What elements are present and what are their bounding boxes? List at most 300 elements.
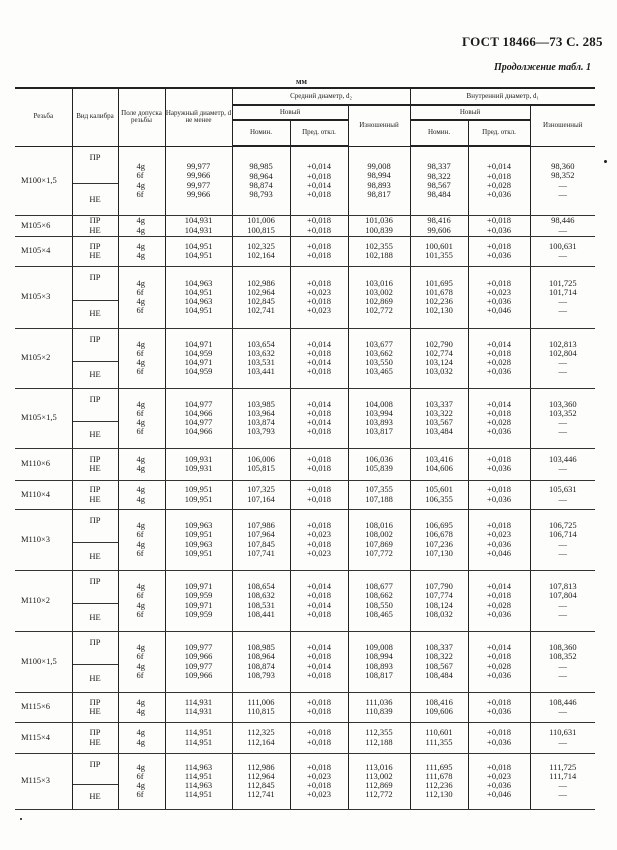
gauge-label: НЕ <box>89 672 101 683</box>
cell-value: 6f <box>136 608 144 619</box>
cell-value: 6f <box>136 407 144 418</box>
cell-value: 104,951 <box>184 250 213 260</box>
cell-value: 4g <box>136 642 145 653</box>
cell-d1-worn <box>530 722 595 753</box>
cell-value: 6f <box>136 669 144 680</box>
cell-value: 6f <box>136 170 144 181</box>
cell-value: 102,236 <box>425 296 453 306</box>
table-row <box>15 570 595 631</box>
cell-value: 110,839 <box>365 706 393 716</box>
cell-value: 4g <box>136 463 145 473</box>
cell-outer-diameter <box>165 631 232 692</box>
cell-gauge-type <box>72 236 118 266</box>
cell-value: 102,741 <box>247 305 275 316</box>
cell-value: 109,931 <box>184 453 213 464</box>
gauge-label: НЕ <box>89 493 101 504</box>
cell-value: 103,016 <box>365 277 393 288</box>
cell-value: +0,018 <box>307 277 331 288</box>
cell-value: 111,714 <box>549 770 577 781</box>
cell-value: +0,036 <box>487 669 511 680</box>
cell-value: 4g <box>136 398 145 409</box>
cell-value: 103,416 <box>425 453 453 464</box>
cell-value: 107,325 <box>247 484 275 495</box>
cell-d2-deviation <box>290 753 348 809</box>
cell-value: 114,931 <box>184 706 213 716</box>
cell-outer-diameter <box>165 215 232 236</box>
cell-d2-nominal <box>232 448 290 480</box>
cell-value: — <box>558 789 568 800</box>
cell-value: +0,014 <box>307 417 331 427</box>
cell-value: +0,023 <box>307 547 331 558</box>
cell-value: +0,023 <box>307 789 331 800</box>
cell-value: 102,355 <box>365 240 393 251</box>
col-d2-worn: Изношенный <box>348 105 410 146</box>
cell-tolerance <box>118 146 165 215</box>
cell-value: 102,790 <box>425 338 453 349</box>
table-row <box>15 328 595 388</box>
cell-value: 114,963 <box>184 761 213 772</box>
gauge-label: НЕ <box>89 368 101 379</box>
gauge-label: ПР <box>89 484 101 495</box>
cell-value: +0,018 <box>307 736 331 747</box>
cell-d1-worn <box>530 509 595 570</box>
gauge-label: ПР <box>73 754 118 785</box>
cell-value: +0,018 <box>307 706 331 716</box>
cell-gauge-type <box>72 631 118 692</box>
cell-value: 109,959 <box>184 608 213 619</box>
cell-value: 102,774 <box>425 347 453 358</box>
cell-value: 106,678 <box>425 529 453 540</box>
table-row <box>15 146 595 215</box>
cell-value: 108,416 <box>425 696 453 707</box>
cell-value: +0,018 <box>307 296 331 306</box>
cell-value: 103,874 <box>247 417 275 427</box>
cell-d2-deviation <box>290 692 348 722</box>
cell-tolerance <box>118 215 165 236</box>
cell-outer-diameter <box>165 753 232 809</box>
cell-value: +0,028 <box>487 599 511 610</box>
cell-value: 98,893 <box>367 179 391 190</box>
cell-value: 107,790 <box>425 581 453 592</box>
cell-value: 109,951 <box>184 493 213 504</box>
cell-tolerance <box>118 692 165 722</box>
cell-value: +0,028 <box>487 357 511 367</box>
cell-d1-deviation <box>468 509 530 570</box>
gauge-label: НЕ <box>89 428 101 439</box>
cell-value: +0,018 <box>307 224 331 235</box>
cell-value: 108,994 <box>365 651 393 662</box>
cell-value: 102,986 <box>247 277 275 288</box>
table-row <box>15 631 595 692</box>
cell-value: +0,023 <box>487 770 511 781</box>
cell-value: 108,124 <box>425 599 453 610</box>
cell-value: +0,023 <box>307 305 331 316</box>
cell-value: 102,964 <box>247 286 275 297</box>
cell-value: 103,654 <box>247 338 275 349</box>
cell-value: 102,325 <box>247 240 275 251</box>
cell-value: 111,725 <box>549 761 577 772</box>
col-d2-nominal: Номин. <box>232 120 290 146</box>
cell-value: 4g <box>136 296 145 306</box>
cell-value: +0,018 <box>307 608 331 619</box>
cell-value: 109,966 <box>184 651 213 662</box>
cell-value: +0,018 <box>307 538 331 549</box>
cell-gauge-type <box>72 328 118 388</box>
cell-value: +0,018 <box>487 696 511 707</box>
cell-value: 4g <box>136 599 145 610</box>
cell-value: 4g <box>136 338 145 349</box>
cell-value: 104,008 <box>365 398 393 409</box>
cell-value: 4g <box>136 277 145 288</box>
cell-d2-worn <box>348 480 410 509</box>
cell-value: 112,236 <box>425 780 453 790</box>
cell-value: 108,531 <box>247 599 275 610</box>
cell-value: 4g <box>136 215 145 226</box>
cell-value: — <box>558 669 568 680</box>
gauge-label: НЕ <box>89 790 101 801</box>
cell-d1-worn <box>530 328 595 388</box>
cell-thread: M115×6 <box>15 692 72 722</box>
cell-tolerance <box>118 328 165 388</box>
cell-value: +0,036 <box>487 296 511 306</box>
col-d1-nominal: Номин. <box>410 120 468 146</box>
cell-value: +0,018 <box>487 520 511 531</box>
cell-value: — <box>558 357 568 367</box>
cell-d2-worn <box>348 753 410 809</box>
cell-value: 100,601 <box>425 240 453 251</box>
cell-value: +0,018 <box>487 761 511 772</box>
cell-value: +0,018 <box>487 453 511 464</box>
cell-value: 108,654 <box>247 581 275 592</box>
cell-value: +0,018 <box>307 407 331 418</box>
cell-value: +0,014 <box>307 357 331 367</box>
cell-value: +0,014 <box>307 642 331 653</box>
cell-value: 109,977 <box>184 642 213 653</box>
cell-d1-worn <box>530 753 595 809</box>
cell-value: 98,964 <box>249 170 273 181</box>
cell-d1-deviation <box>468 692 530 722</box>
cell-gauge-type <box>72 692 118 722</box>
cell-d1-nominal <box>410 448 468 480</box>
cell-value: +0,046 <box>487 789 511 800</box>
cell-gauge-type <box>72 480 118 509</box>
cell-d1-deviation <box>468 236 530 266</box>
cell-value: 103,360 <box>548 398 577 409</box>
gauge-label: ПР <box>73 510 118 544</box>
cell-value: 107,869 <box>365 538 393 549</box>
cell-value: — <box>558 599 568 610</box>
cell-d2-worn <box>348 388 410 448</box>
cell-value: 6f <box>136 590 144 601</box>
cell-value: 107,355 <box>365 484 393 495</box>
cell-d1-nominal <box>410 215 468 236</box>
cell-d1-nominal <box>410 753 468 809</box>
table-row <box>15 509 595 570</box>
cell-d1-worn <box>530 236 595 266</box>
cell-value: 103,793 <box>247 426 275 437</box>
cell-value: +0,036 <box>487 736 511 747</box>
cell-value: 104,951 <box>184 305 213 316</box>
cell-value: +0,028 <box>487 179 511 190</box>
cell-value: — <box>558 366 568 377</box>
cell-value: 101,695 <box>425 277 453 288</box>
cell-d2-deviation <box>290 631 348 692</box>
cell-value: 107,772 <box>365 547 393 558</box>
cell-value: 103,124 <box>425 357 453 367</box>
cell-value: 98,994 <box>367 170 391 181</box>
cell-value: 114,951 <box>184 770 213 781</box>
cell-value: 103,662 <box>365 347 393 358</box>
cell-value: 6f <box>136 651 144 662</box>
cell-d1-nominal <box>410 722 468 753</box>
cell-d2-worn <box>348 328 410 388</box>
cell-value: 104,931 <box>184 215 213 226</box>
cell-d2-deviation <box>290 448 348 480</box>
cell-value: — <box>558 305 568 316</box>
cell-d2-deviation <box>290 215 348 236</box>
cell-d1-nominal <box>410 146 468 215</box>
cell-value: 104,931 <box>184 224 213 235</box>
cell-value: 99,966 <box>186 170 211 181</box>
cell-value: 104,959 <box>184 347 213 358</box>
gauge-label: НЕ <box>89 308 101 319</box>
gauge-label: ПР <box>73 571 118 605</box>
cell-value: 102,772 <box>365 305 393 316</box>
cell-value: 6f <box>136 188 144 199</box>
cell-value: 103,441 <box>247 366 275 377</box>
col-gauge-type: Вид калибра <box>72 88 118 146</box>
cell-tolerance <box>118 480 165 509</box>
cell-value: 4g <box>136 660 145 671</box>
cell-value: 104,966 <box>184 407 213 418</box>
cell-value: +0,018 <box>307 590 331 601</box>
cell-value: 111,036 <box>365 696 393 707</box>
cell-d1-nominal <box>410 631 468 692</box>
cell-value: 106,355 <box>425 493 453 504</box>
cell-tolerance <box>118 266 165 328</box>
cell-value: 4g <box>136 520 145 531</box>
cell-value: 111,006 <box>247 696 275 707</box>
cell-d1-nominal <box>410 266 468 328</box>
cell-value: 112,986 <box>247 761 275 772</box>
cell-value: +0,036 <box>487 463 511 473</box>
cell-outer-diameter <box>165 146 232 215</box>
cell-value: +0,018 <box>307 366 331 377</box>
cell-value: 112,164 <box>247 736 275 747</box>
cell-value: +0,018 <box>487 277 511 288</box>
cell-value: +0,018 <box>307 669 331 680</box>
cell-value: 108,677 <box>365 581 393 592</box>
cell-d1-worn <box>530 215 595 236</box>
table-row <box>15 448 595 480</box>
cell-d1-deviation <box>468 448 530 480</box>
cell-value: 112,325 <box>247 727 275 738</box>
cell-value: 103,677 <box>365 338 393 349</box>
cell-value: 110,815 <box>247 706 275 716</box>
cell-value: 101,714 <box>548 286 577 297</box>
cell-d1-nominal <box>410 509 468 570</box>
cell-value: 109,963 <box>184 538 213 549</box>
cell-thread: M110×4 <box>15 480 72 509</box>
cell-d2-deviation <box>290 722 348 753</box>
cell-value: 114,951 <box>184 736 213 747</box>
cell-value: 102,130 <box>425 305 453 316</box>
cell-value: 6f <box>136 347 144 358</box>
cell-d1-deviation <box>468 215 530 236</box>
cell-tolerance <box>118 448 165 480</box>
cell-value: 107,774 <box>425 590 453 601</box>
cell-value: 100,631 <box>548 240 577 251</box>
gauge-label: ПР <box>89 727 101 738</box>
cell-value: — <box>558 547 568 558</box>
cell-value: 6f <box>136 770 144 781</box>
cell-gauge-type <box>72 215 118 236</box>
col-d1-worn: Изношенный <box>530 105 595 146</box>
cell-thread: M110×6 <box>15 448 72 480</box>
cell-value: 101,678 <box>425 286 453 297</box>
cell-thread: M110×3 <box>15 509 72 570</box>
cell-value: 114,951 <box>184 789 213 800</box>
document-title: ГОСТ 18466—73 С. 285 <box>462 34 603 49</box>
cell-value: 108,985 <box>247 642 275 653</box>
cell-value: +0,036 <box>487 608 511 619</box>
cell-value: 107,164 <box>247 493 275 504</box>
cell-value: +0,014 <box>307 161 331 172</box>
cell-value: +0,036 <box>487 780 511 790</box>
cell-d2-worn <box>348 448 410 480</box>
cell-d1-worn <box>530 570 595 631</box>
cell-value: +0,036 <box>487 366 511 377</box>
cell-tolerance <box>118 236 165 266</box>
table-row <box>15 480 595 509</box>
cell-tolerance <box>118 722 165 753</box>
cell-value: 102,164 <box>247 250 275 260</box>
cell-value: +0,014 <box>307 338 331 349</box>
cell-value: 102,869 <box>365 296 393 306</box>
cell-d1-nominal <box>410 692 468 722</box>
cell-value: — <box>558 188 568 199</box>
cell-value: 103,893 <box>365 417 393 427</box>
cell-value: 98,793 <box>249 188 273 199</box>
cell-value: 4g <box>136 761 145 772</box>
cell-value: 4g <box>136 736 145 747</box>
gauge-label: НЕ <box>89 463 101 473</box>
cell-value: 98,416 <box>427 215 451 226</box>
cell-d2-deviation <box>290 509 348 570</box>
cell-value: +0,018 <box>307 188 331 199</box>
cell-value: 110,601 <box>425 727 453 738</box>
cell-value: 4g <box>136 250 145 260</box>
cell-value: +0,036 <box>487 426 511 437</box>
cell-d2-worn <box>348 692 410 722</box>
cell-value: 113,002 <box>365 770 393 781</box>
cell-value: +0,023 <box>307 529 331 540</box>
cell-value: 105,839 <box>365 463 393 473</box>
cell-value: 112,741 <box>247 789 275 800</box>
cell-outer-diameter <box>165 480 232 509</box>
cell-value: — <box>558 224 568 235</box>
cell-value: 108,874 <box>247 660 275 671</box>
cell-value: +0,014 <box>487 581 511 592</box>
cell-value: +0,014 <box>307 179 331 190</box>
cell-d2-nominal <box>232 146 290 215</box>
cell-d2-nominal <box>232 692 290 722</box>
cell-value: +0,018 <box>487 215 511 226</box>
cell-value: 103,484 <box>425 426 453 437</box>
cell-value: 107,986 <box>247 520 275 531</box>
cell-value: 108,352 <box>548 651 577 662</box>
cell-d2-worn <box>348 236 410 266</box>
cell-value: 109,971 <box>184 581 213 592</box>
cell-value: — <box>558 426 568 437</box>
cell-value: +0,014 <box>307 660 331 671</box>
cell-value: 4g <box>136 240 145 251</box>
cell-value: 108,032 <box>425 608 453 619</box>
cell-value: 106,695 <box>425 520 453 531</box>
cell-d1-nominal <box>410 328 468 388</box>
cell-tolerance <box>118 570 165 631</box>
cell-value: +0,018 <box>307 651 331 662</box>
col-group-pitch-diameter: Средний диаметр, d₂ <box>232 88 410 105</box>
cell-d1-nominal <box>410 236 468 266</box>
cell-value: 109,951 <box>184 547 213 558</box>
cell-thread: M105×2 <box>15 328 72 388</box>
cell-value: 107,130 <box>425 547 453 558</box>
cell-value: 108,465 <box>365 608 393 619</box>
cell-value: — <box>558 296 568 306</box>
gauge-label: ПР <box>89 696 101 707</box>
cell-value: 98,567 <box>427 179 451 190</box>
cell-value: 6f <box>136 547 144 558</box>
cell-value: 108,893 <box>365 660 393 671</box>
cell-value: — <box>558 660 568 671</box>
cell-value: 99,977 <box>186 161 211 172</box>
cell-value: — <box>558 780 568 790</box>
cell-value: 4g <box>136 417 145 427</box>
cell-value: 114,951 <box>184 727 213 738</box>
gauge-label: ПР <box>89 453 101 464</box>
cell-gauge-type <box>72 388 118 448</box>
cell-value: 107,741 <box>247 547 275 558</box>
cell-value: +0,028 <box>487 660 511 671</box>
cell-value: 109,977 <box>184 660 213 671</box>
col-outer-diameter: Наружный диаметр, d не менее <box>165 88 232 146</box>
gauge-label: ПР <box>89 240 101 251</box>
table-row <box>15 266 595 328</box>
cell-d1-deviation <box>468 753 530 809</box>
cell-thread: M105×3 <box>15 266 72 328</box>
cell-value: 109,966 <box>184 669 213 680</box>
cell-value: — <box>558 706 568 716</box>
cell-value: 4g <box>136 161 145 172</box>
cell-value: 103,632 <box>247 347 275 358</box>
cell-value: 100,815 <box>247 224 275 235</box>
cell-value: 108,016 <box>365 520 393 531</box>
cell-value: 104,963 <box>184 296 213 306</box>
cell-value: 111,355 <box>425 736 453 747</box>
cell-value: 108,446 <box>548 696 577 707</box>
cell-value: 108,964 <box>247 651 275 662</box>
unit-label: мм <box>296 77 307 86</box>
cell-value: 109,971 <box>184 599 213 610</box>
cell-gauge-type <box>72 570 118 631</box>
cell-tolerance <box>118 753 165 809</box>
cell-value: +0,018 <box>487 170 511 181</box>
cell-d2-nominal <box>232 388 290 448</box>
cell-thread: M115×3 <box>15 753 72 809</box>
gauge-label: НЕ <box>89 736 101 747</box>
cell-value: +0,014 <box>307 581 331 592</box>
